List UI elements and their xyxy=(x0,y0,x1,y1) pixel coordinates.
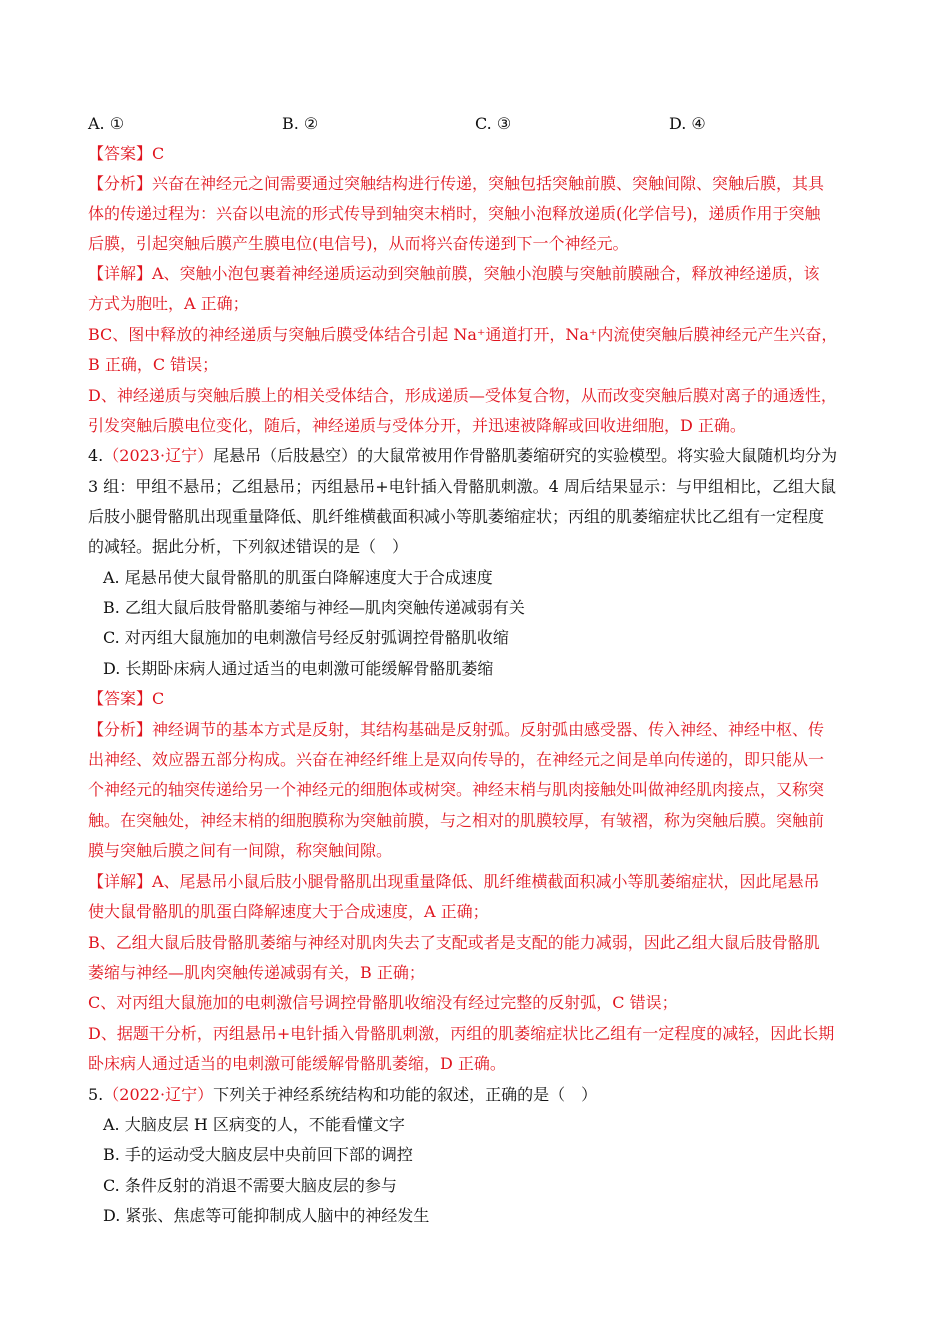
q3-analysis-line: 体的传递过程为：兴奋以电流的形式传导到轴突末梢时，突触小泡释放递质(化学信号)，递质作用于突触 xyxy=(88,204,821,223)
q3-option-c: C. ③ xyxy=(475,114,512,133)
q3-detail-line: B 正确，C 错误； xyxy=(88,355,219,374)
q4-detail-line: D、据题干分析，丙组悬吊+电针插入骨骼肌刺激，丙组的肌萎缩症状比乙组有一定程度的减轻，因此长期 xyxy=(88,1024,835,1043)
q4-analysis-line: 触。在突触处，神经末梢的细胞膜称为突触前膜，与之相对的肌膜较厚，有皱褶，称为突触后膜。突触前 xyxy=(88,811,825,830)
q4-source: （2023·辽宁） xyxy=(103,446,214,465)
q3-option-b: B. ② xyxy=(282,114,319,133)
q5-number: 5. xyxy=(88,1085,104,1104)
q4-detail-line: 卧床病人通过适当的电刺激可能缓解骨骼肌萎缩，D 正确。 xyxy=(88,1054,506,1073)
q4-stem-line: 后肢小腿骨骼肌出现重量降低、肌纤维横截面积减小等肌萎缩症状；丙组的肌萎缩症状比乙组有一定程度 xyxy=(88,507,825,526)
q3-detail-line: BC、图中释放的神经递质与突触后膜受体结合引起 Na⁺通道打开，Na⁺内流使突触后膜神经元产生兴奋， xyxy=(88,325,838,344)
q4-detail-line: 萎缩与神经—肌肉突触传递减弱有关，B 正确； xyxy=(88,963,425,982)
q4-analysis-line: 出神经、效应器五部分构成。兴奋在神经纤维上是双向传导的，在神经元之间是单向传递的，即只能从一 xyxy=(88,750,825,769)
q5-stem-line xyxy=(88,1085,597,1105)
q4-option-a: A. 尾悬吊使大鼠骨骼肌的肌蛋白降解速度大于合成速度 xyxy=(103,568,493,587)
q4-option-c: C. 对丙组大鼠施加的电刺激信号经反射弧调控骨骼肌收缩 xyxy=(103,628,509,647)
q4-detail-line: 【详解】A、尾悬吊小鼠后肢小腿骨骼肌出现重量降低、肌纤维横截面积减小等肌萎缩症状，因此尾悬吊 xyxy=(88,872,820,891)
q5-source: （2022·辽宁） xyxy=(103,1085,214,1104)
q5-option-c: C. 条件反射的消退不需要大脑皮层的参与 xyxy=(103,1176,397,1195)
q4-analysis-line: 膜与突触后膜之间有一间隙，称突触间隙。 xyxy=(88,841,393,860)
q3-detail-line: 引发突触后膜电位变化，随后，神经递质与受体分开，并迅速被降解或回收进细胞，D 正确。 xyxy=(88,416,746,435)
q5-option-d: D. 紧张、焦虑等可能抑制成人脑中的神经发生 xyxy=(103,1206,430,1225)
q4-analysis-line: 个神经元的轴突传递给另一个神经元的细胞体或树突。神经末梢与肌肉接触处叫做神经肌肉接点，又称突 xyxy=(88,780,825,799)
q4-number: 4. xyxy=(88,446,104,465)
q3-options-row xyxy=(88,114,868,134)
q4-detail-line: B、乙组大鼠后肢骨骼肌萎缩与神经对肌肉失去了支配或者是支配的能力减弱，因此乙组大鼠后肢骨骼肌 xyxy=(88,933,820,952)
q3-option-a: A. ① xyxy=(88,114,125,133)
q4-option-d: D. 长期卧床病人通过适当的电刺激可能缓解骨骼肌萎缩 xyxy=(103,659,494,678)
q3-answer: 【答案】C xyxy=(88,144,165,163)
q3-detail-line: 方式为胞吐，A 正确； xyxy=(88,294,249,313)
q3-analysis-line: 【分析】兴奋在神经元之间需要通过突触结构进行传递，突触包括突触前膜、突触间隙、突触后膜，其具 xyxy=(88,174,825,193)
q3-analysis-line: 后膜，引起突触后膜产生膜电位(电信号)，从而将兴奋传递到下一个神经元。 xyxy=(88,234,629,253)
q4-detail-line: C、对丙组大鼠施加的电刺激信号调控骨骼肌收缩没有经过完整的反射弧，C 错误； xyxy=(88,993,678,1012)
q4-analysis-line: 【分析】神经调节的基本方式是反射，其结构基础是反射弧。反射弧由感受器、传入神经、神经中枢、传 xyxy=(88,720,825,739)
q5-option-b: B. 手的运动受大脑皮层中央前回下部的调控 xyxy=(103,1145,413,1164)
q5-option-a: A. 大脑皮层 H 区病变的人，不能看懂文字 xyxy=(103,1115,405,1134)
q4-stem-text: 尾悬吊（后肢悬空）的大鼠常被用作骨骼肌萎缩研究的实验模型。将实验大鼠随机均分为 xyxy=(213,446,838,465)
q3-detail-line: D、神经递质与突触后膜上的相关受体结合，形成递质—受体复合物，从而改变突触后膜对离子的通透性， xyxy=(88,386,837,405)
q4-answer: 【答案】C xyxy=(88,689,165,708)
q3-option-d: D. ④ xyxy=(669,114,706,133)
q3-detail-line: 【详解】A、突触小泡包裹着神经递质运动到突触前膜，突触小泡膜与突触前膜融合，释放神经递质，该 xyxy=(88,264,820,283)
q4-stem-first-line xyxy=(88,446,837,466)
q4-detail-line: 使大鼠骨骼肌的肌蛋白降解速度大于合成速度，A 正确； xyxy=(88,902,489,921)
q4-stem-line: 3 组：甲组不悬吊；乙组悬吊；丙组悬吊+电针插入骨骼肌刺激。4 周后结果显示：与甲组相比，乙组大鼠 xyxy=(88,477,836,496)
q4-stem-line: 的减轻。据此分析，下列叙述错误的是（ ） xyxy=(88,537,409,556)
q4-option-b: B. 乙组大鼠后肢骨骼肌萎缩与神经—肌肉突触传递减弱有关 xyxy=(103,598,525,617)
q5-stem-text: 下列关于神经系统结构和功能的叙述，正确的是（ ） xyxy=(213,1085,598,1104)
